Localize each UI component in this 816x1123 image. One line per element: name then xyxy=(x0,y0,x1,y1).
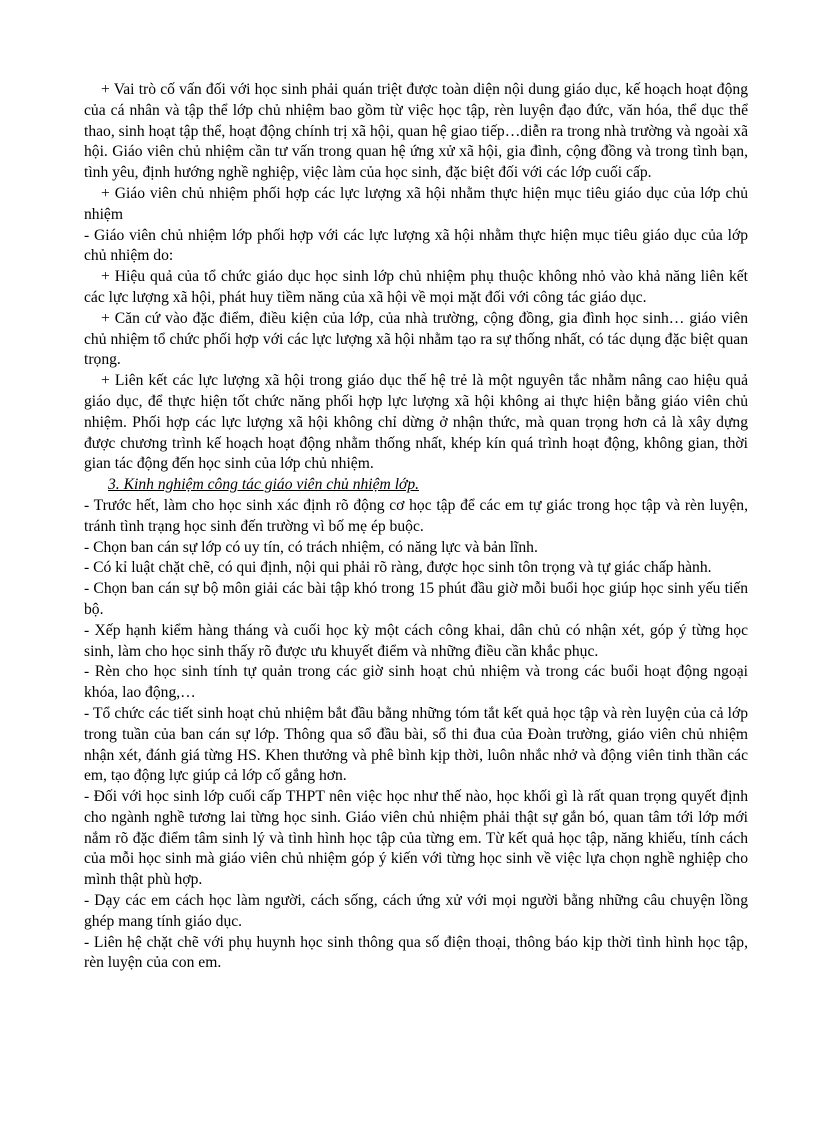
paragraph-conditions: + Căn cứ vào đặc điểm, điều kiện của lớp, của nhà trường, cộng đồng, gia đình học sinh… giáo viên chủ nhiệm tổ chức phối hợp với các lực lượng xã hội nhằm tạo ra sự thống nhất, có tác dụng đặc biệt quan trọng. xyxy=(84,309,748,369)
list-item-discipline: - Có kỉ luật chặt chẽ, có qui định, nội qui phải rõ ràng, được học sinh tôn trọng và tự giác chấp hành. xyxy=(84,559,712,577)
list-item-parent-contact: - Liên hệ chặt chẽ với phụ huynh học sinh thông qua số điện thoại, thông báo kịp thời tình hình học tập, rèn luyện của con em. xyxy=(84,933,748,972)
paragraph-coordination-reason: - Giáo viên chủ nhiệm lớp phối hợp với các lực lượng xã hội nhằm thực hiện mục tiêu giáo dục của lớp chủ nhiệm do: xyxy=(84,226,748,265)
list-item-subject-committee: - Chọn ban cán sự bộ môn giải các bài tập khó trong 15 phút đầu giờ mỗi buổi học giúp học sinh yếu tiến bộ. xyxy=(84,580,748,618)
section-heading: 3. Kinh nghiệm công tác giáo viên chủ nhiệm lớp. xyxy=(108,476,420,494)
paragraph-advisor-role: + Vai trò cố vấn đối với học sinh phải quán triệt được toàn diện nội dung giáo dục, kế hoạch hoạt động của cá nhân và tập thể lớp chủ nhiệm bao gồm từ việc học tập, rèn luyện đạo đức, văn hóa, thể dục thể thao, sinh hoạt tập thể, hoạt động chính trị xã hội, quan hệ giao tiếp…diễn ra trong nhà trường và ngoài xã hội. Giáo viên chủ nhiệm cần tư vấn trong quan hệ ứng xử xã hội, gia đình, cộng đồng và trong tình bạn, tình yêu, định hướng nghề nghiệp, việc làm của học sinh, đặc biệt đối với các lớp cuối cấp. xyxy=(84,81,748,182)
list-item-life-lessons: - Dạy các em cách học làm người, cách sống, cách ứng xử với mọi người bằng những câu chuyện lồng ghép mang tính giáo dục. xyxy=(84,892,748,930)
paragraph-effectiveness: + Hiệu quả của tổ chức giáo dục học sinh lớp chủ nhiệm phụ thuộc không nhỏ vào khả năng liên kết các lực lượng xã hội, phát huy tiềm năng của xã hội về mọi mặt đối với công tác giáo dục. xyxy=(84,268,748,306)
list-item-career-guidance: - Đối với học sinh lớp cuối cấp THPT nên việc học như thế nào, học khối gì là rất quan trọng quyết định cho ngành nghề tương lai từng học sinh. Giáo viên chủ nhiệm phải thật sự gắn bó, quan tâm tới lớp mới nắm rõ đặc điểm tâm sinh lý và tình hình học tập của từng em. Từ kết quả học tập, năng khiếu, tính cách của mỗi học sinh mà giáo viên chủ nhiệm góp ý kiến với từng học sinh về việc lựa chọn nghề nghiệp cho mình thật phù hợp. xyxy=(84,788,748,889)
list-item-homeroom-sessions: - Tổ chức các tiết sinh hoạt chủ nhiệm bắt đầu bằng những tóm tắt kết quả học tập và rèn luyện của cả lớp trong tuần của ban cán sự lớp. Thông qua sổ đầu bài, sổ thi đua của Đoàn trường, giáo viên chủ nhiệm nhận xét, đánh giá từng HS. Khen thưởng và phê bình kịp thời, luôn nhắc nhở và động viên tinh thần các em, tạo động lực giúp cả lớp cố gắng hơn. xyxy=(84,704,748,785)
list-item-conduct-rating: - Xếp hạnh kiểm hàng tháng và cuối học kỳ một cách công khai, dân chủ có nhận xét, góp ý từng học sinh, làm cho học sinh thấy rõ được ưu khuyết điểm và những điều cần khắc phục. xyxy=(84,621,748,660)
paragraph-coordination-title: + Giáo viên chủ nhiệm phối hợp các lực lượng xã hội nhằm thực hiện mục tiêu giáo dục của lớp chủ nhiệm xyxy=(84,184,748,223)
list-item-class-committee: - Chọn ban cán sự lớp có uy tín, có trách nhiệm, có năng lực và bản lĩnh. xyxy=(84,538,538,556)
list-item-motivation: - Trước hết, làm cho học sinh xác định rõ động cơ học tập để các em tự giác trong học tập và rèn luyện, tránh tình trạng học sinh đến trường vì bố mẹ ép buộc. xyxy=(84,496,748,535)
paragraph-social-forces: + Liên kết các lực lượng xã hội trong giáo dục thế hệ trẻ là một nguyên tắc nhằm nâng cao hiệu quả giáo dục, để thực hiện tốt chức năng phối hợp lực lượng xã hội không ai thực hiện bằng giáo viên chủ nhiệm. Phối hợp các lực lượng xã hội không chỉ dừng ở nhận thức, mà quan trọng hơn cả là xây dựng được chương trình kế hoạch hoạt động nhằm thống nhất, khép kín quá trình hoạt động, không gian, thời gian tác động đến học sinh của lớp chủ nhiệm. xyxy=(84,372,748,473)
document-page xyxy=(84,80,748,974)
list-item-self-management: - Rèn cho học sinh tính tự quản trong các giờ sinh hoạt chủ nhiệm và trong các buổi hoạt động ngoại khóa, lao động,… xyxy=(84,663,748,702)
